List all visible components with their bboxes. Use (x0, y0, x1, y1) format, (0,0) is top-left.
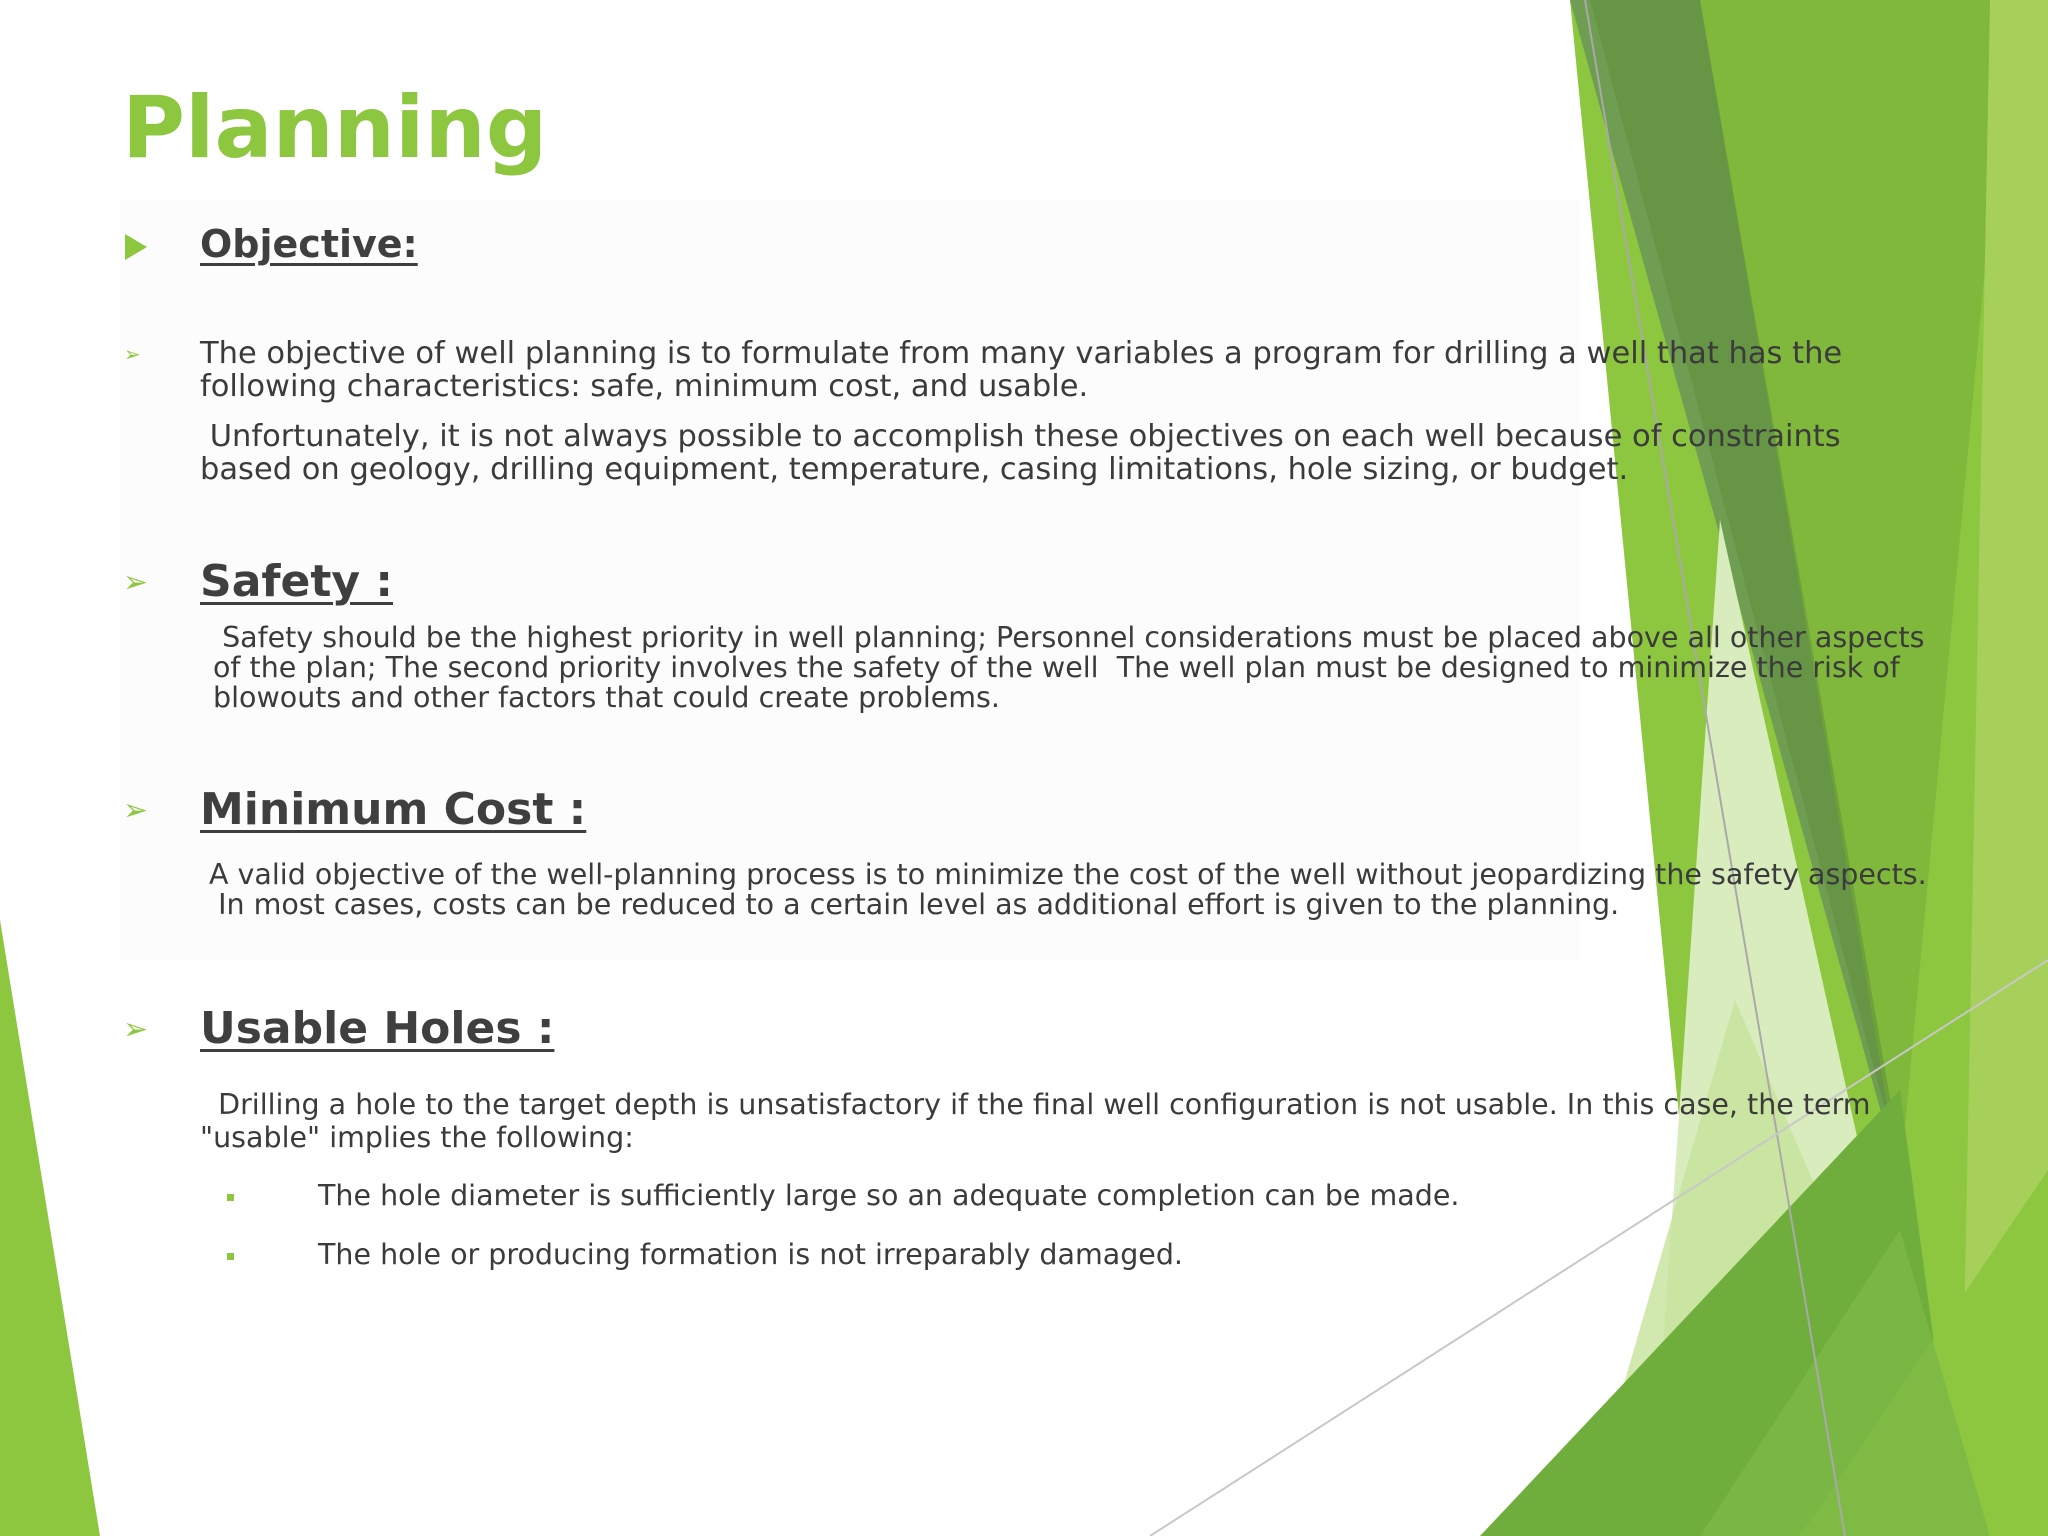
triangle-bullet-icon (125, 234, 147, 260)
usable-holes-line1: Drilling a hole to the target depth is unsatisfactory if the final well configuration is not usable. In this case, the term (200, 1088, 1871, 1121)
arrow-bullet-icon: ➢ (123, 793, 149, 828)
minimum-cost-heading: Minimum Cost : (200, 784, 587, 835)
usable-holes-heading: Usable Holes : (200, 1003, 555, 1054)
safety-line2: of the plan; The second priority involves the safety of the well The well plan must be designed to minimize the risk of (213, 651, 1900, 684)
square-bullet-icon (227, 1253, 234, 1260)
usable-holes-line2: "usable" implies the following: (200, 1121, 634, 1154)
deco-left-facet (0, 920, 100, 1536)
safety-line1: Safety should be the highest priority in well planning; Personnel considerations must be placed above all other aspects (213, 621, 1925, 654)
objective-para2-line2: based on geology, drilling equipment, temperature, casing limitations, hole sizing, or budget. (200, 452, 1629, 487)
objective-para1-line2: following characteristics: safe, minimum cost, and usable. (200, 369, 1089, 404)
arrow-bullet-icon: ➢ (123, 565, 149, 600)
slide-title: Planning (122, 78, 548, 178)
arrow-bullet-icon: ➢ (124, 342, 141, 366)
usable-holes-item: The hole diameter is sufficiently large so an adequate completion can be made. (318, 1179, 1460, 1212)
arrow-bullet-icon: ➢ (123, 1012, 149, 1047)
minimum-cost-line2: In most cases, costs can be reduced to a certain level as additional effort is given to the planning. (209, 888, 1620, 921)
objective-heading: Objective: (200, 222, 418, 266)
objective-para2-line1: Unfortunately, it is not always possible to accomplish these objectives on each well because of constraints (200, 419, 1841, 454)
safety-heading: Safety : (200, 556, 393, 607)
usable-holes-item: The hole or producing formation is not irreparably damaged. (318, 1238, 1183, 1271)
minimum-cost-line1: A valid objective of the well-planning process is to minimize the cost of the well without jeopardizing the safety aspects. (209, 858, 1927, 891)
safety-line3: blowouts and other factors that could create problems. (213, 681, 1000, 714)
square-bullet-icon (227, 1194, 234, 1201)
objective-para1-line1: The objective of well planning is to formulate from many variables a program for drilling a well that has the (200, 336, 1843, 371)
